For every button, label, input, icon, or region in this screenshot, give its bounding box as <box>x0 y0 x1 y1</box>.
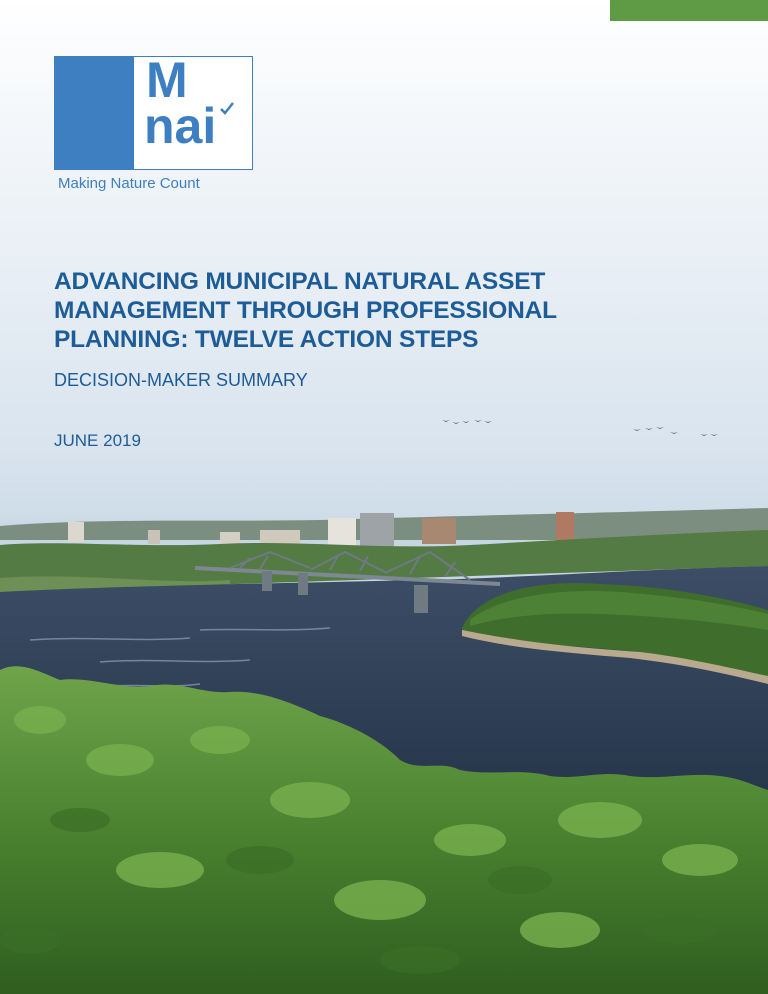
publication-date: JUNE 2019 <box>54 431 141 450</box>
title-line: PLANNING: TWELVE ACTION STEPS <box>54 326 479 353</box>
logo-tagline: Making Nature Count <box>58 175 200 192</box>
checkmark-icon <box>219 101 235 115</box>
logo-box <box>134 52 253 170</box>
logo-letters-nai: nai <box>144 98 217 154</box>
logo-blue-block <box>54 56 134 170</box>
title-line: ADVANCING MUNICIPAL NATURAL ASSET <box>54 268 546 295</box>
title-line: MANAGEMENT THROUGH PROFESSIONAL <box>54 297 557 324</box>
document-title <box>54 267 694 354</box>
mnai-logo <box>54 52 254 170</box>
logo-letter-m: M <box>146 52 189 108</box>
document-subtitle: DECISION-MAKER SUMMARY <box>54 370 308 390</box>
birds <box>442 420 718 436</box>
